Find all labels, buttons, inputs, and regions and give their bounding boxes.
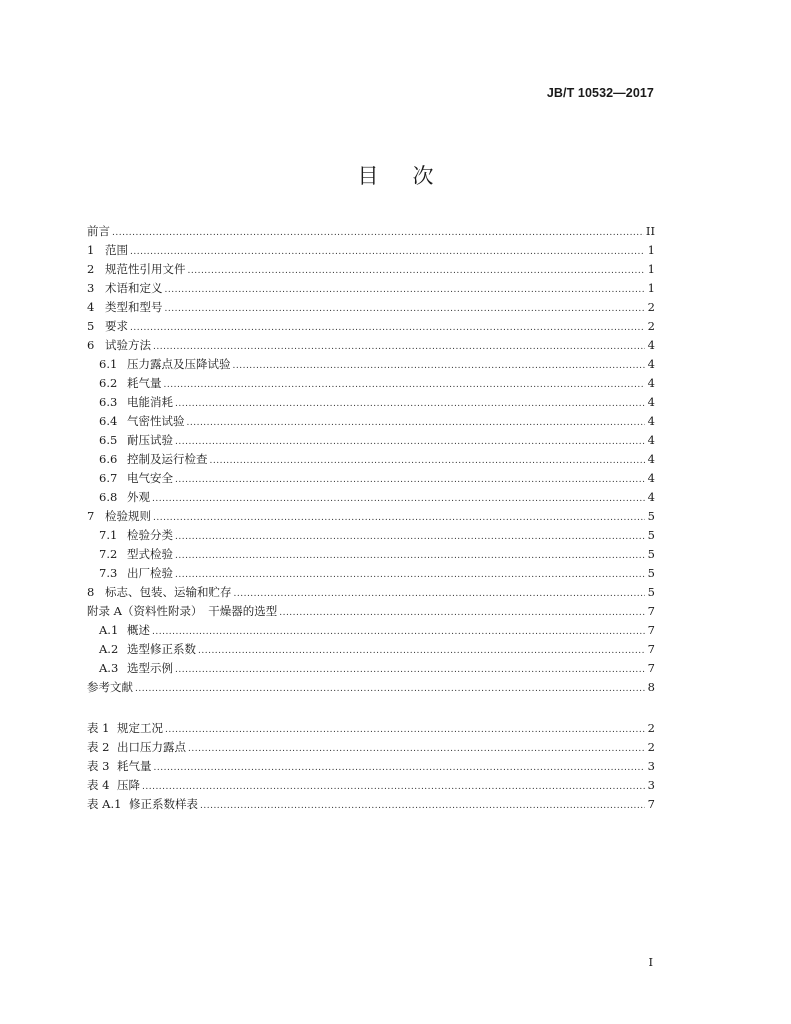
entry-page: II — [645, 224, 655, 238]
dot-leader — [234, 585, 646, 604]
entry-number: A.2 — [99, 642, 119, 656]
entry-label: 控制及运行检查 — [127, 452, 208, 466]
dot-leader — [164, 376, 646, 395]
entry-number: 7.1 — [99, 528, 118, 542]
toc-entry[interactable] — [87, 393, 655, 412]
entry-label: 概述 — [127, 623, 150, 637]
entry-page: 1 — [647, 281, 655, 295]
dot-leader — [130, 319, 645, 338]
entry-number: 7.3 — [99, 566, 118, 580]
entry-number: 7 — [87, 509, 95, 523]
dot-leader — [165, 281, 646, 300]
dot-leader — [175, 547, 645, 566]
entry-label: 选型修正系数 — [127, 642, 196, 656]
toc-entry[interactable] — [87, 488, 655, 507]
toc-entry[interactable] — [87, 640, 655, 659]
entry-number: 6.8 — [99, 490, 118, 504]
toc-entry[interactable] — [87, 545, 655, 564]
toc-entry[interactable] — [87, 659, 655, 678]
dot-leader — [200, 797, 645, 816]
entry-page: 7 — [647, 623, 655, 637]
entry-label: 电能消耗 — [127, 395, 173, 409]
entry-label: 出厂检验 — [127, 566, 173, 580]
entry-number: 6.7 — [99, 471, 118, 485]
dot-leader — [188, 262, 646, 281]
entry-page: 4 — [647, 338, 655, 352]
entry-number: 5 — [87, 319, 95, 333]
entry-page: 2 — [647, 740, 655, 754]
entry-number: 6.3 — [99, 395, 118, 409]
entry-page: 7 — [647, 642, 655, 656]
entry-label: 参考文献 — [87, 680, 133, 694]
dot-leader — [175, 566, 645, 585]
entry-page: 4 — [647, 376, 655, 390]
toc-entry[interactable] — [87, 298, 655, 317]
dot-leader — [175, 433, 645, 452]
dot-leader — [187, 414, 646, 433]
entry-label: 规定工况 — [117, 721, 163, 735]
table-list-entry[interactable] — [87, 738, 655, 757]
dot-leader — [135, 680, 645, 699]
dot-leader — [233, 357, 646, 376]
entry-number: 6.2 — [99, 376, 118, 390]
page-title — [0, 160, 791, 190]
entry-page: 7 — [647, 797, 655, 811]
dot-leader — [175, 395, 645, 414]
toc-entry[interactable] — [87, 355, 655, 374]
entry-label: 附录 A（资料性附录） 干燥器的选型 — [87, 604, 278, 618]
entry-label: 范围 — [105, 243, 128, 257]
dot-leader — [175, 528, 645, 547]
dot-leader — [279, 604, 645, 623]
entry-page: 5 — [647, 585, 655, 599]
section-spacer — [87, 697, 655, 719]
title-char-2: 次 — [412, 164, 434, 188]
entry-label: 选型示例 — [127, 661, 173, 675]
entry-page: 3 — [647, 759, 655, 773]
dot-leader — [165, 300, 646, 319]
entry-label: 型式检验 — [127, 547, 173, 561]
entry-number: 3 — [87, 281, 95, 295]
dot-leader — [152, 490, 645, 509]
toc-entry[interactable] — [87, 602, 655, 621]
entry-page: 1 — [647, 243, 655, 257]
entry-page: 5 — [647, 528, 655, 542]
entry-label: 前言 — [87, 224, 110, 238]
table-list-entry[interactable] — [87, 719, 655, 738]
dot-leader — [112, 224, 644, 243]
toc-entry[interactable] — [87, 336, 655, 355]
toc-entry[interactable] — [87, 317, 655, 336]
entry-page: 2 — [647, 721, 655, 735]
dot-leader — [175, 661, 645, 680]
entry-number: 表 4 — [87, 778, 110, 792]
entry-page: 4 — [647, 414, 655, 428]
entry-label: 类型和型号 — [105, 300, 163, 314]
toc-entry[interactable] — [87, 469, 655, 488]
entry-page: 1 — [647, 262, 655, 276]
entry-label: 规范性引用文件 — [105, 262, 186, 276]
toc-entry[interactable] — [87, 374, 655, 393]
entry-number: 6.6 — [99, 452, 118, 466]
dot-leader — [152, 623, 645, 642]
toc-entry[interactable] — [87, 279, 655, 298]
entry-number: 表 1 — [87, 721, 110, 735]
entry-number: A.1 — [99, 623, 119, 637]
entry-label: 电气安全 — [127, 471, 173, 485]
entry-label: 压力露点及压降试验 — [127, 357, 231, 371]
entry-page: 2 — [647, 319, 655, 333]
entry-label: 术语和定义 — [105, 281, 163, 295]
entry-page: 7 — [647, 661, 655, 675]
toc-entry[interactable] — [87, 450, 655, 469]
dot-leader — [153, 509, 645, 528]
dot-leader — [188, 740, 645, 759]
table-list-entry[interactable] — [87, 776, 655, 795]
entry-label: 要求 — [105, 319, 128, 333]
entry-label: 出口压力露点 — [117, 740, 186, 754]
entry-label: 耐压试验 — [127, 433, 173, 447]
entry-page: 4 — [647, 433, 655, 447]
toc-entry[interactable] — [87, 507, 655, 526]
entry-page: 4 — [647, 452, 655, 466]
entry-page: 5 — [647, 547, 655, 561]
toc-entry[interactable] — [87, 526, 655, 545]
entry-label: 试验方法 — [105, 338, 151, 352]
table-list-entry[interactable] — [87, 795, 655, 814]
entry-number: 4 — [87, 300, 95, 314]
entry-number: 6 — [87, 338, 95, 352]
entry-page: 3 — [647, 778, 655, 792]
entry-page: 4 — [647, 490, 655, 504]
entry-number: 表 3 — [87, 759, 110, 773]
table-list-entry[interactable] — [87, 757, 655, 776]
title-char-1: 目 — [357, 164, 379, 188]
toc-entry[interactable] — [87, 564, 655, 583]
toc-entry[interactable] — [87, 431, 655, 450]
entry-label: 外观 — [127, 490, 150, 504]
entry-number: 8 — [87, 585, 95, 599]
entry-page: 4 — [647, 471, 655, 485]
standard-code: JB/T 10532—2017 — [546, 86, 654, 100]
entry-page: 7 — [647, 604, 655, 618]
page-number: I — [648, 955, 653, 969]
entry-number: 1 — [87, 243, 95, 257]
entry-label: 耗气量 — [117, 759, 152, 773]
entry-page: 4 — [647, 395, 655, 409]
entry-number: 表 A.1 — [87, 797, 122, 811]
entry-page: 4 — [647, 357, 655, 371]
entry-label: 压降 — [117, 778, 140, 792]
entry-number: 6.5 — [99, 433, 118, 447]
toc-entry[interactable] — [87, 260, 655, 279]
entry-number: 表 2 — [87, 740, 110, 754]
entry-label: 修正系数样表 — [129, 797, 198, 811]
entry-page: 5 — [647, 566, 655, 580]
toc-entry[interactable] — [87, 583, 655, 602]
toc-entry[interactable] — [87, 678, 655, 697]
entry-label: 标志、包装、运输和贮存 — [105, 585, 232, 599]
dot-leader — [210, 452, 646, 471]
dot-leader — [175, 471, 645, 490]
toc-entry[interactable] — [87, 222, 655, 241]
entry-label: 检验规则 — [105, 509, 151, 523]
dot-leader — [130, 243, 645, 262]
entry-page: 2 — [647, 300, 655, 314]
toc-entry[interactable] — [87, 621, 655, 640]
dot-leader — [142, 778, 645, 797]
entry-number: 6.4 — [99, 414, 118, 428]
toc-entry[interactable] — [87, 241, 655, 260]
entry-number: 2 — [87, 262, 95, 276]
entry-number: 6.1 — [99, 357, 118, 371]
entry-number: 7.2 — [99, 547, 118, 561]
entry-page: 5 — [647, 509, 655, 523]
toc-entry[interactable] — [87, 412, 655, 431]
entry-label: 检验分类 — [127, 528, 173, 542]
entry-label: 气密性试验 — [127, 414, 185, 428]
dot-leader — [198, 642, 645, 661]
entry-label: 耗气量 — [127, 376, 162, 390]
dot-leader — [154, 759, 646, 778]
table-of-contents — [87, 222, 655, 814]
entry-page: 8 — [647, 680, 655, 694]
entry-number: A.3 — [99, 661, 119, 675]
dot-leader — [165, 721, 645, 740]
